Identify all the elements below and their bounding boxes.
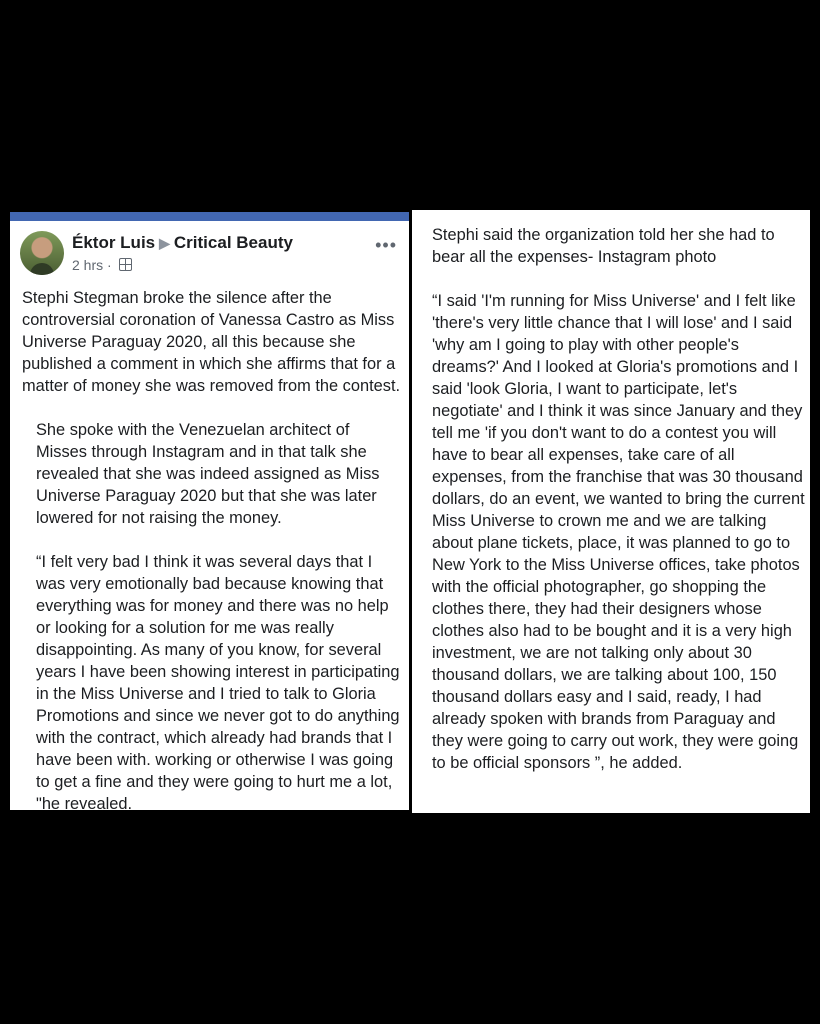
post-time[interactable]: 2 hrs bbox=[72, 257, 104, 273]
post-paragraph: Stephi Stegman broke the silence after the controversial coronation of Vanessa Castro as Miss Universe Paraguay 2020, all this because she published a comment in which she affirms that for a matter of money she was removed from the contest. bbox=[22, 289, 401, 395]
continuation-body bbox=[418, 224, 810, 774]
post-paragraph: “I said 'I'm running for Miss Universe' and I felt like 'there's very little chance that I will lose' and I said 'why am I going to play with other people's dreams?' And I looked at Gloria's promotions and I said 'look Gloria, I want to participate, let's negotiate' and I think it was since January and they tell me 'if you don't want to do a contest you will have to bear all expenses, take care of all expenses, from the franchise that was 30 thousand dollars, do an event, we wanted to bring the current Miss Universe to crown me and we are talking about plane tickets, place, it was planned to go to New York to the Miss Universe offices, take photos with the official photographer, go shopping the clothes there, they had their designers whose clothes also had to be bought and it is a very high investment, we are not talking only about 30 thousand dollars, we are talking about 100, 150 thousand dollars easy and I said, ready, I had already spoken with brands from Paraguay and they were going to carry out work, they were going to be official sponsors ”, he added. bbox=[432, 292, 805, 772]
avatar[interactable] bbox=[20, 231, 64, 275]
post-continuation-card bbox=[412, 210, 810, 813]
post-byline bbox=[72, 233, 293, 253]
audience-icon bbox=[119, 258, 132, 271]
facebook-post-card bbox=[10, 212, 409, 813]
meta-separator: · bbox=[107, 257, 112, 273]
group-name[interactable]: Critical Beauty bbox=[173, 233, 293, 252]
post-body bbox=[22, 287, 402, 815]
post-header bbox=[20, 231, 401, 279]
post-meta bbox=[72, 257, 132, 273]
author-name[interactable]: Éktor Luis bbox=[72, 233, 156, 252]
arrow-right-icon: ▶ bbox=[159, 235, 170, 251]
post-paragraph: She spoke with the Venezuelan architect of Misses through Instagram and in that talk she revealed that she was indeed assigned as Miss Universe Paraguay 2020 but that she was later lowered for not raising the money. bbox=[36, 421, 380, 527]
post-paragraph: “I felt very bad I think it was several days that I was very emotionally bad because knowing that everything was for money and there was no help or looking for a solution for me was really disappointing. As many of you know, for several years I have been showing interest in participating in the Miss Universe and I tried to talk to Gloria Promotions and since we never got to do anything with the contract, which already had brands that I have been with. working or otherwise I was going to get a fine and they were going to hurt me a lot, "he revealed. bbox=[36, 553, 400, 813]
post-paragraph: Stephi said the organization told her she had to bear all the expenses- Instagram photo bbox=[432, 226, 775, 266]
more-options-icon[interactable]: ••• bbox=[375, 235, 397, 255]
